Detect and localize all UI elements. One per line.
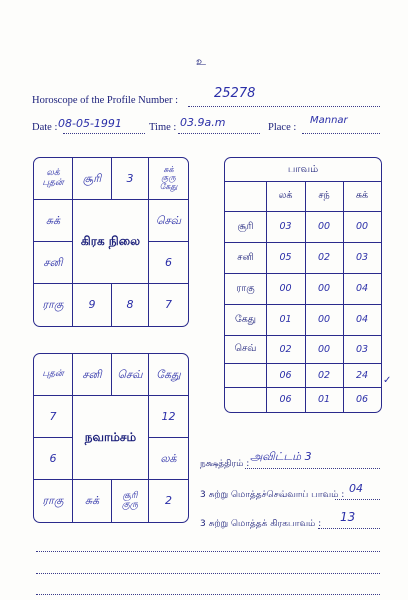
- navamsam-house-4: கேது: [149, 354, 188, 396]
- nakshatra-dotted-line: [245, 468, 380, 469]
- bhavam-row-label: ராகு: [236, 282, 255, 294]
- bhavam-cell: 02: [279, 343, 292, 355]
- sevvai-bhavam-label: 3 சுற்று மொத்தச்செவ்வாய் பாவம் :: [200, 490, 345, 500]
- bhavam-cell: 02: [317, 252, 331, 263]
- bhavam-grand-cell: 06: [355, 394, 369, 405]
- pillaiyar-suzhi-mark: உ: [196, 56, 206, 68]
- bhavam-header-sukra: சுக்: [355, 190, 369, 201]
- navamsam-house-12: 7: [34, 396, 73, 438]
- profile-number-label: Horoscope of the Profile Number :: [32, 95, 179, 106]
- nakshatra-label: நக்ஷத்திரம் :: [200, 459, 250, 469]
- place-dotted-line: [302, 133, 380, 134]
- bhavam-cell: 04: [355, 283, 369, 294]
- kiraga-dotted-line: [318, 528, 380, 529]
- blank-dotted-line: [36, 594, 380, 595]
- bhavam-grand-cell: 01: [317, 394, 331, 405]
- navamsam-house-1: புதன்: [34, 354, 73, 396]
- navamsam-chart-title: நவாம்சம்: [73, 396, 149, 480]
- navamsam-chart: [33, 353, 189, 523]
- time-label: Time :: [149, 122, 177, 133]
- kiraga-bhavam-value: 13: [340, 510, 356, 524]
- blank-dotted-line: [36, 573, 380, 574]
- navamsam-house-8: சூரி குரு: [112, 480, 149, 522]
- bhavam-title: பாவம்: [287, 163, 319, 175]
- bhavam-total-cell: 06: [279, 369, 292, 381]
- date-dotted-line: [63, 133, 145, 134]
- bhavam-cell: 00: [317, 221, 331, 232]
- bhavam-table: [224, 157, 382, 413]
- bhavam-row-label: செவ்: [234, 343, 257, 354]
- place-label: Place :: [268, 122, 297, 133]
- date-value: 08-05-1991: [58, 117, 122, 130]
- bhavam-total-cell: 02: [317, 369, 331, 381]
- bhavam-cell: 03: [355, 252, 369, 263]
- bhavam-total-cell: 24: [355, 369, 369, 381]
- bhavam-cell: 01: [279, 314, 292, 325]
- profile-number-row: [32, 95, 178, 106]
- rasi-house-6: 6: [149, 242, 188, 284]
- sevvai-bhavam-value: 04: [349, 482, 363, 495]
- bhavam-row-label: சூரி: [237, 220, 254, 232]
- rasi-house-12: சுக்: [34, 200, 73, 242]
- rasi-house-1: லக் புதன்: [34, 158, 73, 200]
- rasi-chart: [33, 157, 189, 327]
- navamsam-house-7: 2: [165, 494, 172, 508]
- bhavam-cell: 03: [355, 343, 369, 355]
- rasi-house-8: 8: [112, 284, 149, 326]
- bhavam-row-label: சனி: [237, 251, 254, 263]
- rasi-chart-title: கிரக நிலை: [73, 200, 149, 284]
- bhavam-cell: 03: [279, 221, 292, 232]
- rasi-house-7: 7: [165, 298, 172, 312]
- bhavam-header-chandra: சந்: [318, 190, 330, 201]
- navamsam-house-6: லக்: [149, 438, 188, 480]
- date-label: Date :: [32, 122, 58, 133]
- rasi-house-9: 9: [73, 284, 112, 326]
- time-value: 03.9a.m: [180, 116, 226, 129]
- bhavam-cell: 00: [317, 314, 331, 325]
- bhavam-cell: 00: [355, 221, 369, 232]
- rasi-house-11: சனி: [34, 242, 73, 284]
- rasi-house-4: சுக் குரு கேது: [149, 158, 188, 200]
- sevvai-dotted-line: [335, 499, 380, 500]
- navamsam-house-3: செவ்: [112, 354, 149, 396]
- profile-number-dotted-line: [188, 106, 380, 107]
- bhavam-cell: 04: [355, 314, 369, 325]
- navamsam-house-5: 12: [149, 396, 188, 438]
- rasi-house-10: ராகு: [34, 284, 73, 326]
- blank-dotted-line: [36, 551, 380, 552]
- navamsam-house-11: 6: [34, 438, 73, 480]
- time-dotted-line: [178, 133, 260, 134]
- tick-mark-icon: ✓: [383, 375, 392, 386]
- bhavam-cell: 00: [279, 283, 292, 294]
- bhavam-cell: 05: [279, 252, 292, 263]
- navamsam-house-9: சுக்: [73, 480, 112, 522]
- bhavam-row-label: கேது: [234, 313, 257, 325]
- profile-number-value: 25278: [214, 86, 256, 101]
- bhavam-cell: 00: [317, 283, 331, 294]
- rasi-house-2: சூரி: [73, 158, 112, 200]
- rasi-house-5: செவ்: [149, 200, 188, 242]
- nakshatra-value: அவிட்டம் 3: [250, 450, 312, 463]
- rasi-house-3: 3: [112, 158, 149, 200]
- bhavam-cell: 00: [317, 343, 331, 355]
- place-value: Mannar: [310, 115, 348, 126]
- navamsam-house-10: ராகு: [34, 480, 73, 522]
- kiraga-bhavam-label: 3 சுற்று மொத்தக் கிரகபாவம் :: [200, 519, 322, 529]
- bhavam-grand-cell: 06: [279, 394, 292, 405]
- navamsam-house-2: சனி: [73, 354, 112, 396]
- bhavam-header-lagna: லக்: [278, 190, 293, 201]
